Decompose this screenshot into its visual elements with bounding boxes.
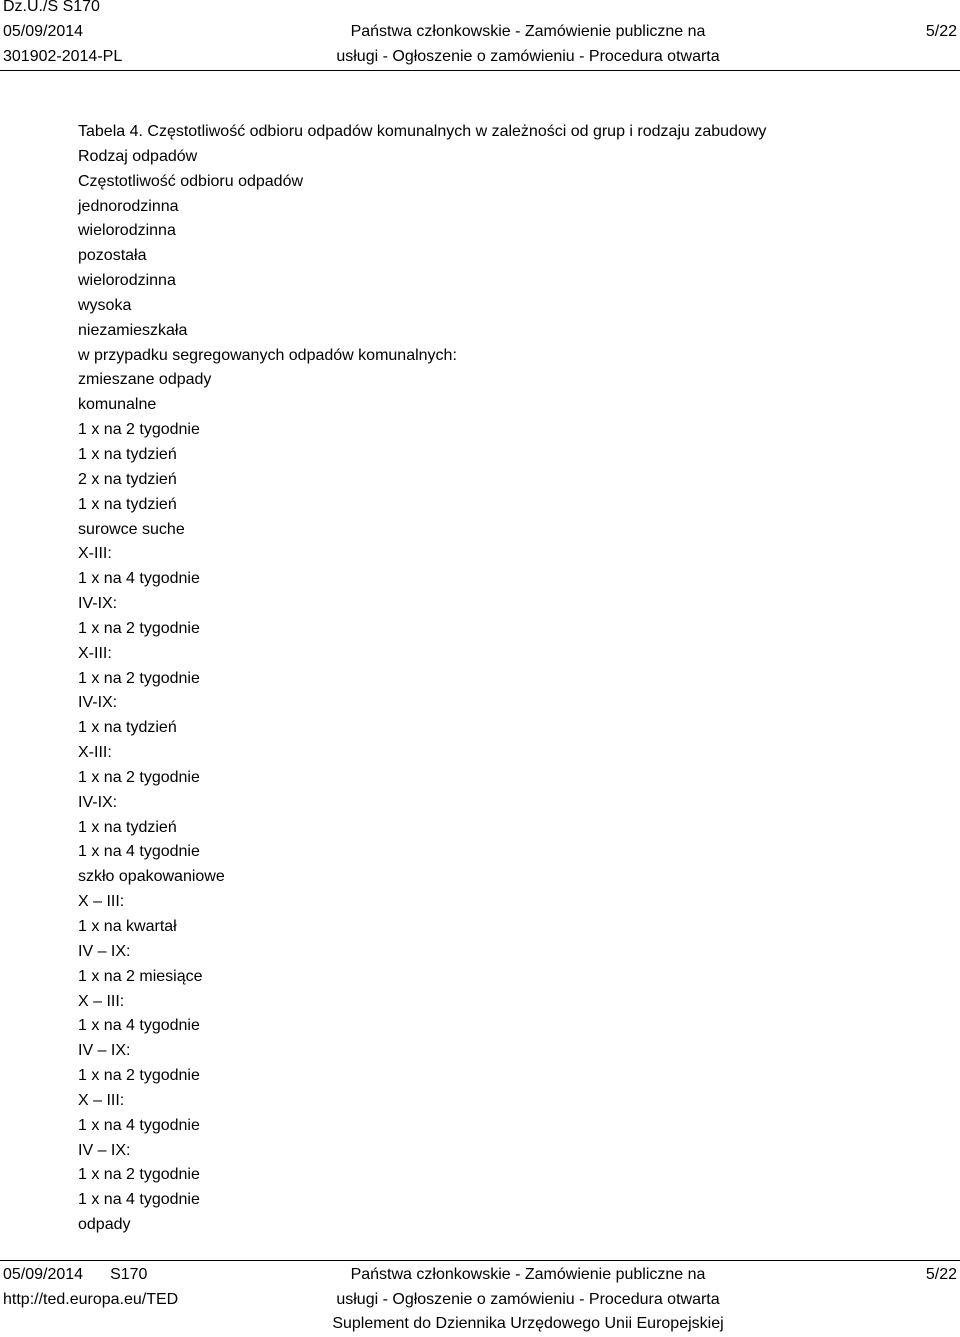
header-journal: Dz.U./S S170: [3, 0, 100, 15]
header-notice-id: 301902-2014-PL: [3, 48, 123, 65]
footer-date: 05/09/2014: [3, 1266, 84, 1283]
page-footer: [0, 1258, 960, 1334]
header-divider: [0, 70, 960, 71]
page-header: [0, 0, 960, 72]
text-line: IV-IX:: [78, 793, 118, 811]
text-line: wysoka: [78, 296, 132, 314]
text-line: wielorodzinna: [78, 222, 176, 240]
footer-url[interactable]: http://ted.europa.eu/TED: [3, 1290, 179, 1308]
text-line: jednorodzinna: [78, 197, 179, 215]
text-line: 1 x na 4 tygodnie: [78, 1191, 200, 1209]
text-line: w przypadku segregowanych odpadów komunalnych:: [78, 346, 457, 364]
text-line: 1 x na 2 tygodnie: [78, 768, 200, 786]
footer-date-series: [3, 1263, 178, 1288]
text-line: IV – IX:: [78, 942, 131, 960]
text-line: X-III:: [78, 744, 112, 762]
text-line: 2 x na tydzień: [78, 470, 177, 488]
text-line: 1 x na 2 tygodnie: [78, 1166, 200, 1184]
footer-series: S170: [110, 1266, 148, 1283]
text-line: Rodzaj odpadów: [78, 147, 198, 165]
header-title-line1: Państwa członkowskie - Zamówienie publiczne na: [350, 23, 706, 40]
footer-title-line1: Państwa członkowskie - Zamówienie publiczne na: [350, 1266, 706, 1283]
text-line: 1 x na 4 tygodnie: [78, 570, 200, 588]
text-line: 1 x na 4 tygodnie: [78, 1017, 200, 1035]
text-line: IV – IX:: [78, 1141, 131, 1159]
header-title-block: [318, 19, 738, 69]
header-left-block: [3, 0, 122, 69]
footer-title-block: [300, 1263, 756, 1337]
text-line: X – III:: [78, 893, 125, 911]
header-title-line2: usługi - Ogłoszenie o zamówieniu - Procedura otwarta: [336, 48, 720, 65]
text-line: 1 x na tydzień: [78, 719, 177, 737]
footer-page-number: 5/22: [925, 1266, 957, 1283]
text-line: surowce suche: [78, 520, 185, 538]
text-line: Częstotliwość odbioru odpadów: [78, 172, 304, 190]
header-page-number: 5/22: [925, 23, 957, 40]
text-line: pozostała: [78, 247, 147, 265]
text-line: X-III:: [78, 644, 112, 662]
text-line: X-III:: [78, 545, 112, 563]
footer-title-line2: usługi - Ogłoszenie o zamówieniu - Procedura otwarta: [336, 1290, 720, 1308]
text-line: odpady: [78, 1216, 131, 1234]
text-line: wielorodzinna: [78, 272, 176, 290]
text-line: niezamieszkała: [78, 321, 188, 339]
text-line: 1 x na kwartał: [78, 918, 177, 935]
text-line: 1 x na tydzień: [78, 445, 177, 463]
text-line: 1 x na 2 tygodnie: [78, 669, 200, 687]
text-line: X – III:: [78, 992, 125, 1010]
text-line: 1 x na tydzień: [78, 495, 177, 513]
text-line: 1 x na 4 tygodnie: [78, 1116, 200, 1134]
text-line: 1 x na 2 tygodnie: [78, 619, 200, 637]
text-line: IV-IX:: [78, 595, 118, 613]
text-line: 1 x na 2 miesiące: [78, 967, 203, 985]
text-line: X – III:: [78, 1091, 125, 1109]
footer-left-block: [3, 1263, 178, 1312]
text-line: 1 x na 4 tygodnie: [78, 843, 200, 861]
text-line: IV-IX:: [78, 694, 118, 712]
text-line: zmieszane odpady: [78, 371, 212, 389]
footer-title-line3: Suplement do Dziennika Urzędowego Unii Europejskiej: [332, 1315, 724, 1332]
text-line: 1 x na tydzień: [78, 818, 177, 836]
header-date: 05/09/2014: [3, 23, 84, 40]
text-line: komunalne: [78, 396, 157, 414]
document-body: [78, 120, 938, 1238]
text-line: 1 x na 2 tygodnie: [78, 1067, 200, 1085]
text-line: IV – IX:: [78, 1042, 131, 1060]
table-caption: Tabela 4. Częstotliwość odbioru odpadów komunalnych w zależności od grup i rodzaju zabudowy: [78, 123, 767, 140]
footer-divider: [0, 1260, 960, 1261]
text-line: szkło opakowaniowe: [78, 868, 225, 886]
text-line: 1 x na 2 tygodnie: [78, 421, 200, 439]
